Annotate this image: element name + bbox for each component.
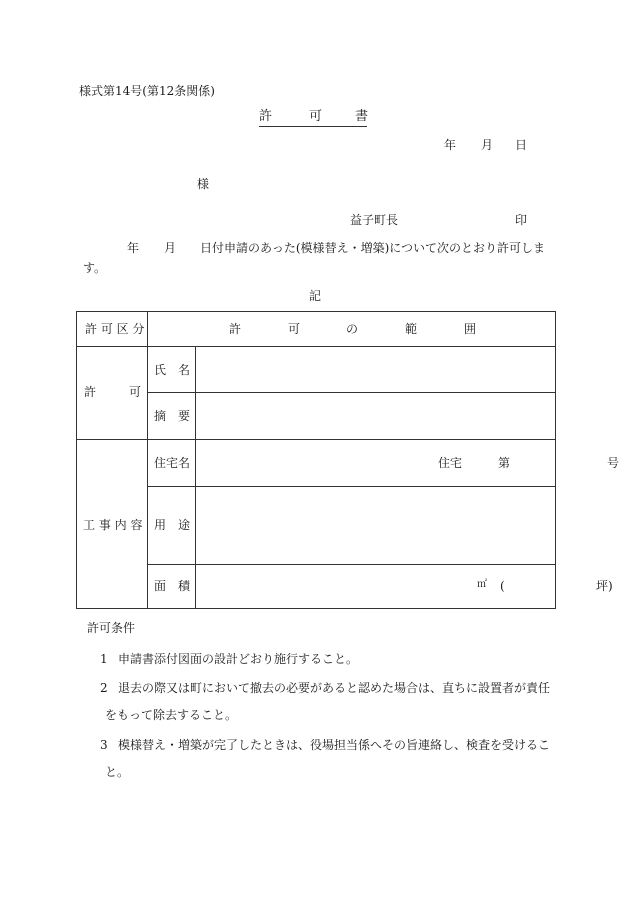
area-open-paren: (: [500, 579, 505, 593]
condition-3-num: 3: [100, 738, 108, 752]
scope-char-3: の: [346, 322, 359, 336]
construction-group-label: 工 事 内 容: [83, 518, 143, 532]
conditions-heading: 許可条件: [87, 621, 136, 635]
use-label-char-1: 用: [154, 518, 167, 532]
addressee-suffix: 様: [197, 177, 210, 191]
summary-label-char-2: 要: [178, 409, 191, 423]
form-number: 様式第14号(第12条関係): [79, 84, 215, 98]
house-name-label: 住宅名: [154, 456, 191, 470]
issuer-seal: 印: [515, 213, 528, 227]
summary-label-char-1: 摘: [154, 409, 167, 423]
permit-label-char-2: 可: [129, 385, 142, 399]
condition-2-num: 2: [100, 681, 108, 695]
condition-2-text: 退去の際又は町において撤去の必要があると認めた場合は、直ちに設置者が責任: [118, 681, 551, 695]
area-label-char-2: 積: [178, 579, 191, 593]
issuer-name: 益子町長: [350, 213, 399, 227]
ki-heading: 記: [309, 289, 322, 303]
house-name-value[interactable]: [196, 440, 620, 486]
scope-char-2: 可: [288, 322, 301, 336]
condition-3-cont: と。: [105, 765, 130, 779]
scope-char-5: 囲: [464, 322, 477, 336]
name-value-cell[interactable]: [196, 347, 555, 392]
house-dai: 第: [498, 456, 511, 470]
condition-2-cont: をもって除去すること。: [105, 708, 238, 722]
title-char-2: 可: [309, 109, 323, 124]
condition-1-num: 1: [100, 652, 108, 666]
area-unit: ㎡: [477, 579, 487, 590]
header-permit-category: 許 可 区 分: [85, 322, 145, 336]
body-line1: 日付申請のあった(模様替え・増築)について次のとおり許可しま: [200, 241, 546, 255]
col-divider-1: [147, 312, 148, 608]
use-value-cell[interactable]: [196, 487, 555, 564]
permit-table: [76, 311, 620, 609]
area-tsubo: 坪): [596, 579, 613, 593]
name-label-char-2: 名: [178, 363, 191, 377]
title-char-1: 許: [259, 109, 273, 124]
scope-char-1: 許: [229, 322, 242, 336]
house-go: 号: [607, 456, 620, 470]
date-day: 日: [515, 138, 528, 152]
house-prefix: 住宅: [438, 456, 463, 470]
date-year: 年: [444, 138, 457, 152]
title-underline: [259, 126, 367, 127]
title-char-3: 書: [355, 109, 369, 124]
area-value-cell[interactable]: [196, 565, 613, 608]
body-year: 年: [127, 241, 140, 255]
name-label-char-1: 氏: [154, 363, 167, 377]
area-label-char-1: 面: [154, 579, 167, 593]
summary-value-cell[interactable]: [196, 393, 555, 439]
condition-1-text: 申請書添付図面の設計どおり施行すること。: [118, 652, 359, 666]
scope-char-4: 範: [405, 322, 418, 336]
body-line2: す。: [83, 261, 107, 275]
permit-label-char-1: 許: [84, 385, 97, 399]
use-label-char-2: 途: [178, 518, 191, 532]
condition-3-text: 模様替え・増築が完了したときは、役場担当係へその旨連絡し、検査を受けるこ: [118, 738, 551, 752]
body-month: 月: [164, 241, 177, 255]
date-month: 月: [481, 138, 494, 152]
